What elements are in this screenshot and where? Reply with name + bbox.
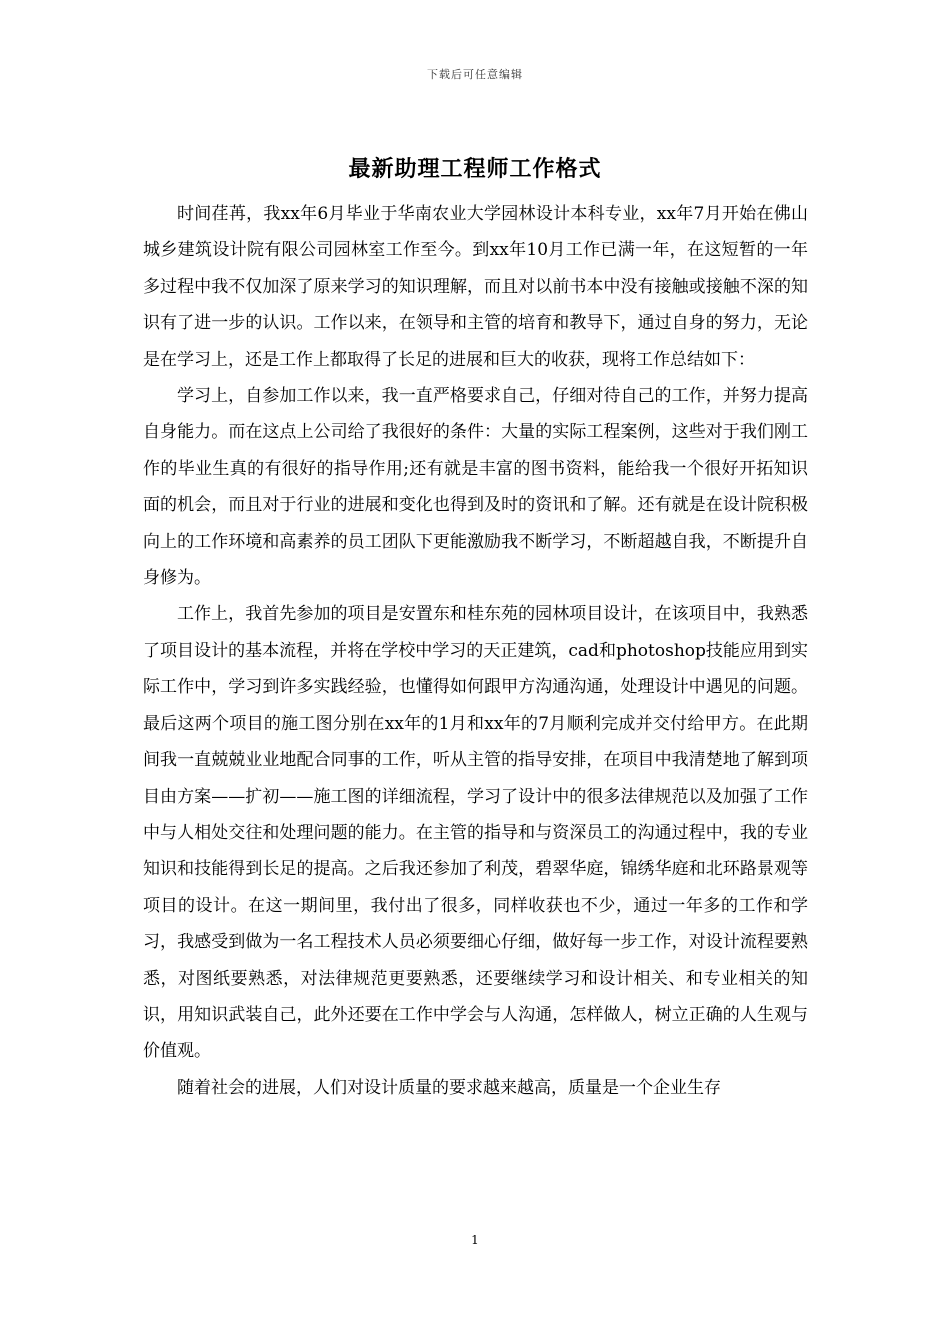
paragraph: 时间荏苒，我xx年6月毕业于华南农业大学园林设计本科专业，xx年7月开始在佛山城乡建筑设计院有限公司园林室工作至今。到xx年10月工作已满一年，在这短暂的一年多过程中我不仅加深了原来学习的知识理解，而且对以前书本中没有接触或接触不深的知识有了进一步的认识。工作以来，在领导和主管的培育和教导下，通过自身的努力，无论是在学习上，还是工作上都取得了长足的进展和巨大的收获，现将工作总结如下： [143, 204, 808, 370]
document-body [143, 196, 808, 1106]
page-number: 1 [471, 1233, 479, 1247]
document-title: 最新助理工程师工作格式 [348, 156, 602, 182]
paragraph: 学习上，自参加工作以来，我一直严格要求自己，仔细对待自己的工作，并努力提高自身能力。而在这点上公司给了我很好的条件：大量的实际工程案例，这些对于我们刚工作的毕业生真的有很好的指导作用;还有就是丰富的图书资料，能给我一个很好开拓知识面的机会，而且对于行业的进展和变化也得到及时的资讯和了解。还有就是在设计院积极向上的工作环境和高素养的员工团队下更能激励我不断学习，不断超越自我，不断提升自身修为。 [143, 386, 808, 589]
header-note: 下载后可任意编辑 [427, 68, 523, 81]
paragraph: 工作上，我首先参加的项目是安置东和桂东苑的园林项目设计，在该项目中，我熟悉了项目设计的基本流程，并将在学校中学习的天正建筑，cad和photoshop技能应用到实际工作中，学习到许多实践经验，也懂得如何跟甲方沟通沟通，处理设计中遇见的问题。最后这两个项目的施工图分别在xx年的1月和xx年的7月顺利完成并交付给甲方。在此期间我一直兢兢业业地配合同事的工作，听从主管的指导安排，在项目中我清楚地了解到项目由方案——扩初——施工图的详细流程，学习了设计中的很多法律规范以及加强了工作中与人相处交往和处理问题的能力。在主管的指导和与资深员工的沟通过程中，我的专业知识和技能得到长足的提高。之后我还参加了利茂，碧翠华庭，锦绣华庭和北环路景观等项目的设计。在这一期间里，我付出了很多，同样收获也不少，通过一年多的工作和学习，我感受到做为一名工程技术人员必须要细心仔细，做好每一步工作，对设计流程要熟悉，对图纸要熟悉，对法律规范更要熟悉，还要继续学习和设计相关、和专业相关的知识，用知识武装自己，此外还要在工作中学会与人沟通，怎样做人，树立正确的人生观与价值观。 [143, 604, 808, 1062]
paragraph: 随着社会的进展，人们对设计质量的要求越来越高，质量是一个企业生存 [177, 1077, 721, 1098]
